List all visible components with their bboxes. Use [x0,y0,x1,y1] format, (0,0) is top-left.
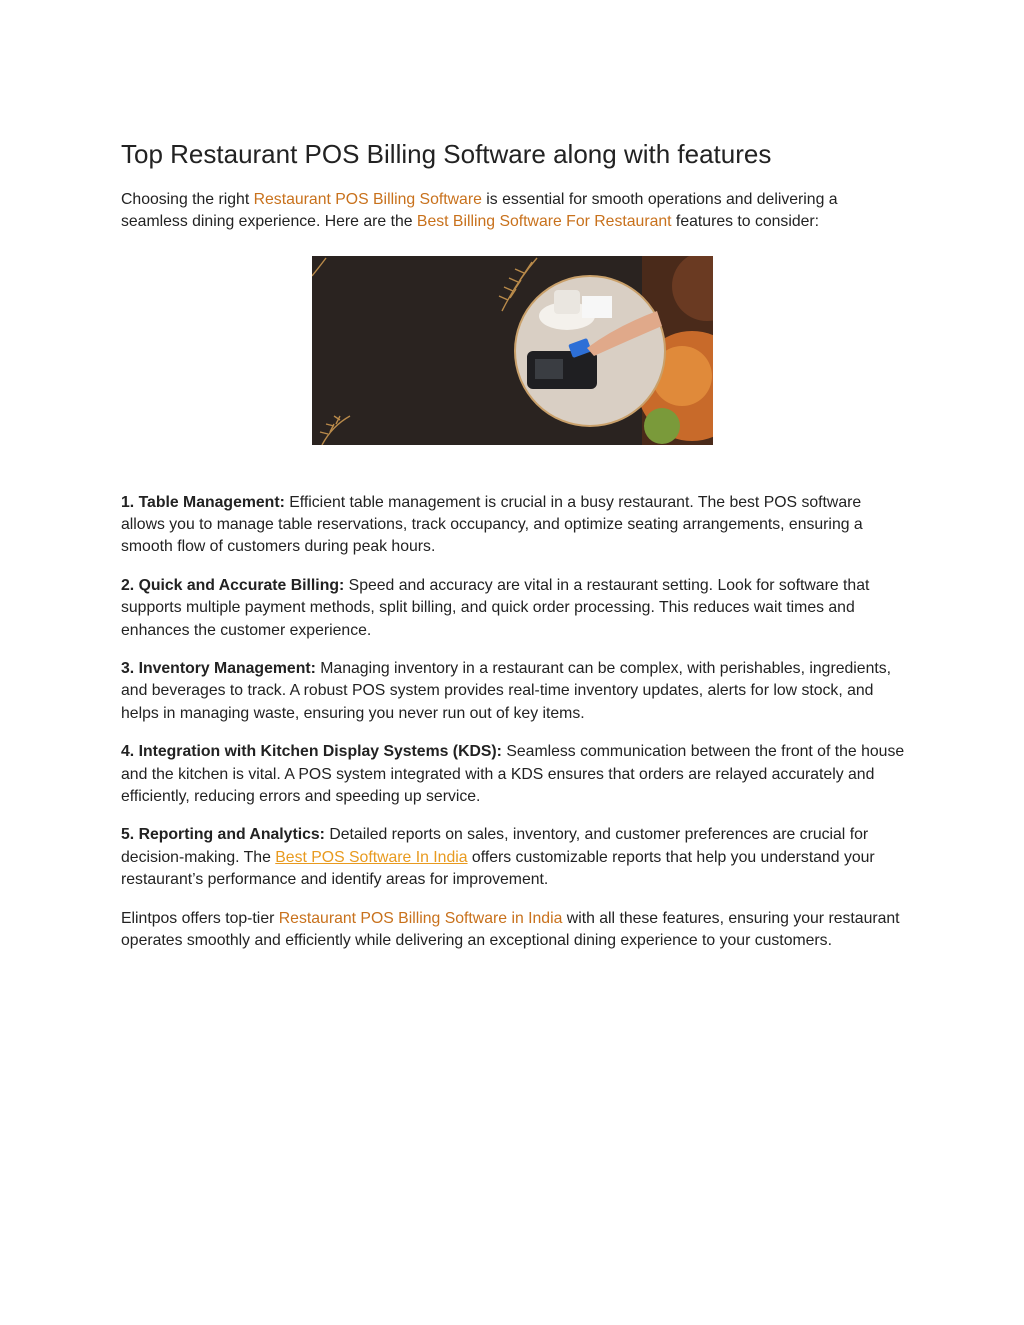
intro-paragraph [121,189,907,233]
closing-text-2: with all these features, ensuring your restaurant operates smoothly and efficiently while delivering an exceptional dining experience to your customers. [121,909,900,949]
best-pos-software-in-india-link[interactable]: Best POS Software In India [275,848,468,866]
feature-text: Managing inventory in a restaurant can be complex, with perishables, ingredients, and beverages to track. A robust POS system provides real-time inventory updates, alerts for low stock, and helps in managing waste, ensuring you never run out of key items. [121,660,892,722]
feature-text: Efficient table management is crucial in a busy restaurant. The best POS software allows you to manage table reservations, track occupancy, and optimize seating arrangements, ensuring a smooth flow of customers during peak hours. [121,494,863,556]
feature-text: Seamless communication between the front of the house and the kitchen is vital. A POS system integrated with a KDS ensures that orders are relayed accurately and efficiently, reducing errors and speeding up service. [121,743,905,805]
closing-paragraph [121,908,907,952]
feature-heading: 5. Reporting and Analytics: [121,826,325,844]
best-billing-software-link[interactable]: Best Billing Software For Restaurant [416,213,672,231]
intro-text-3: features to consider: [671,213,820,231]
closing-text-1: Elintpos offers top-tier [121,909,279,927]
feature-heading: 1. Table Management: [121,494,285,511]
page-title: Top Restaurant POS Billing Software along with features [121,139,772,169]
restaurant-pos-billing-software-link[interactable]: Restaurant POS Billing Software [253,191,482,208]
feature-item [121,575,907,642]
feature-text: Speed and accuracy are vital in a restaurant setting. Look for software that supports multiple payment methods, split billing, and quick order processing. This reduces wait times and enhances the customer experience. [121,577,870,639]
feature-text: Detailed reports on sales, inventory, and customer preferences are crucial for decision-making. The [121,826,869,866]
intro-text-2: is essential for smooth operations and delivering a seamless dining experience. Here are the [121,191,838,231]
hero-image [312,256,713,445]
feature-item [121,824,907,891]
features-list [121,492,907,968]
restaurant-pos-billing-software-in-india-link[interactable]: Restaurant POS Billing Software in India [278,909,563,927]
restaurant-payment-illustration [312,256,713,445]
feature-item [121,658,907,725]
feature-item [121,741,907,808]
feature-item [121,492,907,559]
feature-heading: 4. Integration with Kitchen Display Systems (KDS): [121,743,502,761]
feature-heading: 2. Quick and Accurate Billing: [121,577,345,595]
feature-text: offers customizable reports that help you understand your restaurant’s performance and identify areas for improvement. [121,848,875,888]
feature-heading: 3. Inventory Management: [121,660,316,678]
intro-text-1: Choosing the right [121,191,254,208]
